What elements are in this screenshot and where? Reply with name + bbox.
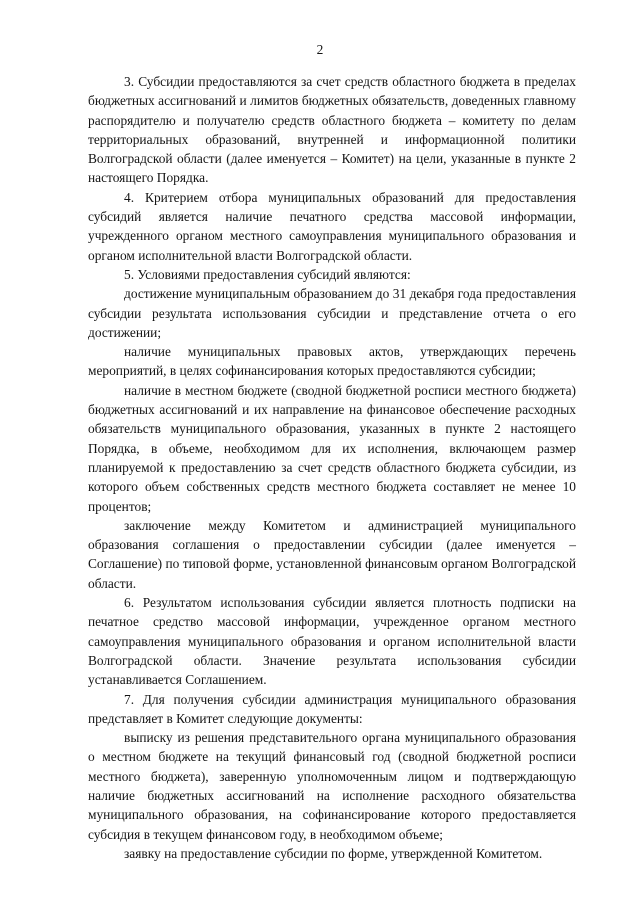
paragraph-condition-legal-acts: наличие муниципальных правовых актов, утверждающих перечень мероприятий, в целях софинансирования которых предоставляются субсидии; [88, 344, 576, 379]
document-body [88, 72, 576, 863]
page-number: 2 [316, 42, 324, 57]
paragraph-document-extract: выписку из решения представительного органа муниципального образования о местном бюджете на текущий финансовый год (сводной бюджетной росписи местного бюджета), заверенную уполномоченным лицом и подтверждающую наличие бюджетных ассигнований на исполнение расходного обязательства муниципального образования, на софинансирование которого предоставляется субсидия в текущем финансовом году, в необходимом объеме; [88, 730, 576, 842]
paragraph-clause-6: 6. Результатом использования субсидии является плотность подписки на печатное средство массовой информации, учрежденное органом местного самоуправления муниципального образования и органом исполнительной власти Волгоградской области. Значение результата использования субсидии устанавливается Соглашением. [88, 595, 576, 688]
paragraph-clause-5: 5. Условиями предоставления субсидий являются: [124, 266, 411, 282]
paragraph-document-application: заявку на предоставление субсидии по форме, утвержденной Комитетом. [124, 845, 543, 861]
paragraph-condition-result: достижение муниципальным образованием до 31 декабря года предоставления субсидии результата использования субсидии и представление отчета о его достижении; [88, 286, 576, 340]
paragraph-condition-agreement: заключение между Комитетом и администрацией муниципального образования соглашения о предоставлении субсидии (далее именуется – Соглашение) по типовой форме, установленной финансовым органом Волгоградской области. [88, 517, 576, 591]
paragraph-clause-4: 4. Критерием отбора муниципальных образований для предоставления субсидий является наличие печатного средства массовой информации, учрежденного органом местного самоуправления муниципального образования и органом исполнительной власти Волгоградской области. [88, 189, 576, 263]
paragraph-condition-budget: наличие в местном бюджете (сводной бюджетной росписи местного бюджета) бюджетных ассигнований и их направление на финансовое обеспечение расходных обязательств муниципального образования, указанных в пункте 2 настоящего Порядка, в объеме, необходимом для их исполнения, включающем размер планируемой к предоставлению за счет средств областного бюджета субсидии, из которого объем собственных средств местного бюджета составляет не менее 10 процентов; [88, 382, 576, 514]
paragraph-clause-7: 7. Для получения субсидии администрация муниципального образования представляет в Комитет следующие документы: [88, 691, 576, 726]
paragraph-clause-3: 3. Субсидии предоставляются за счет средств областного бюджета в пределах бюджетных ассигнований и лимитов бюджетных обязательств, доведенных главному распорядителю и получателю средств областного бюджета – комитету по делам территориальных образований, внутренней и информационной политики Волгоградской области (далее именуется – Комитет) на цели, указанные в пункте 2 настоящего Порядка. [88, 74, 576, 186]
